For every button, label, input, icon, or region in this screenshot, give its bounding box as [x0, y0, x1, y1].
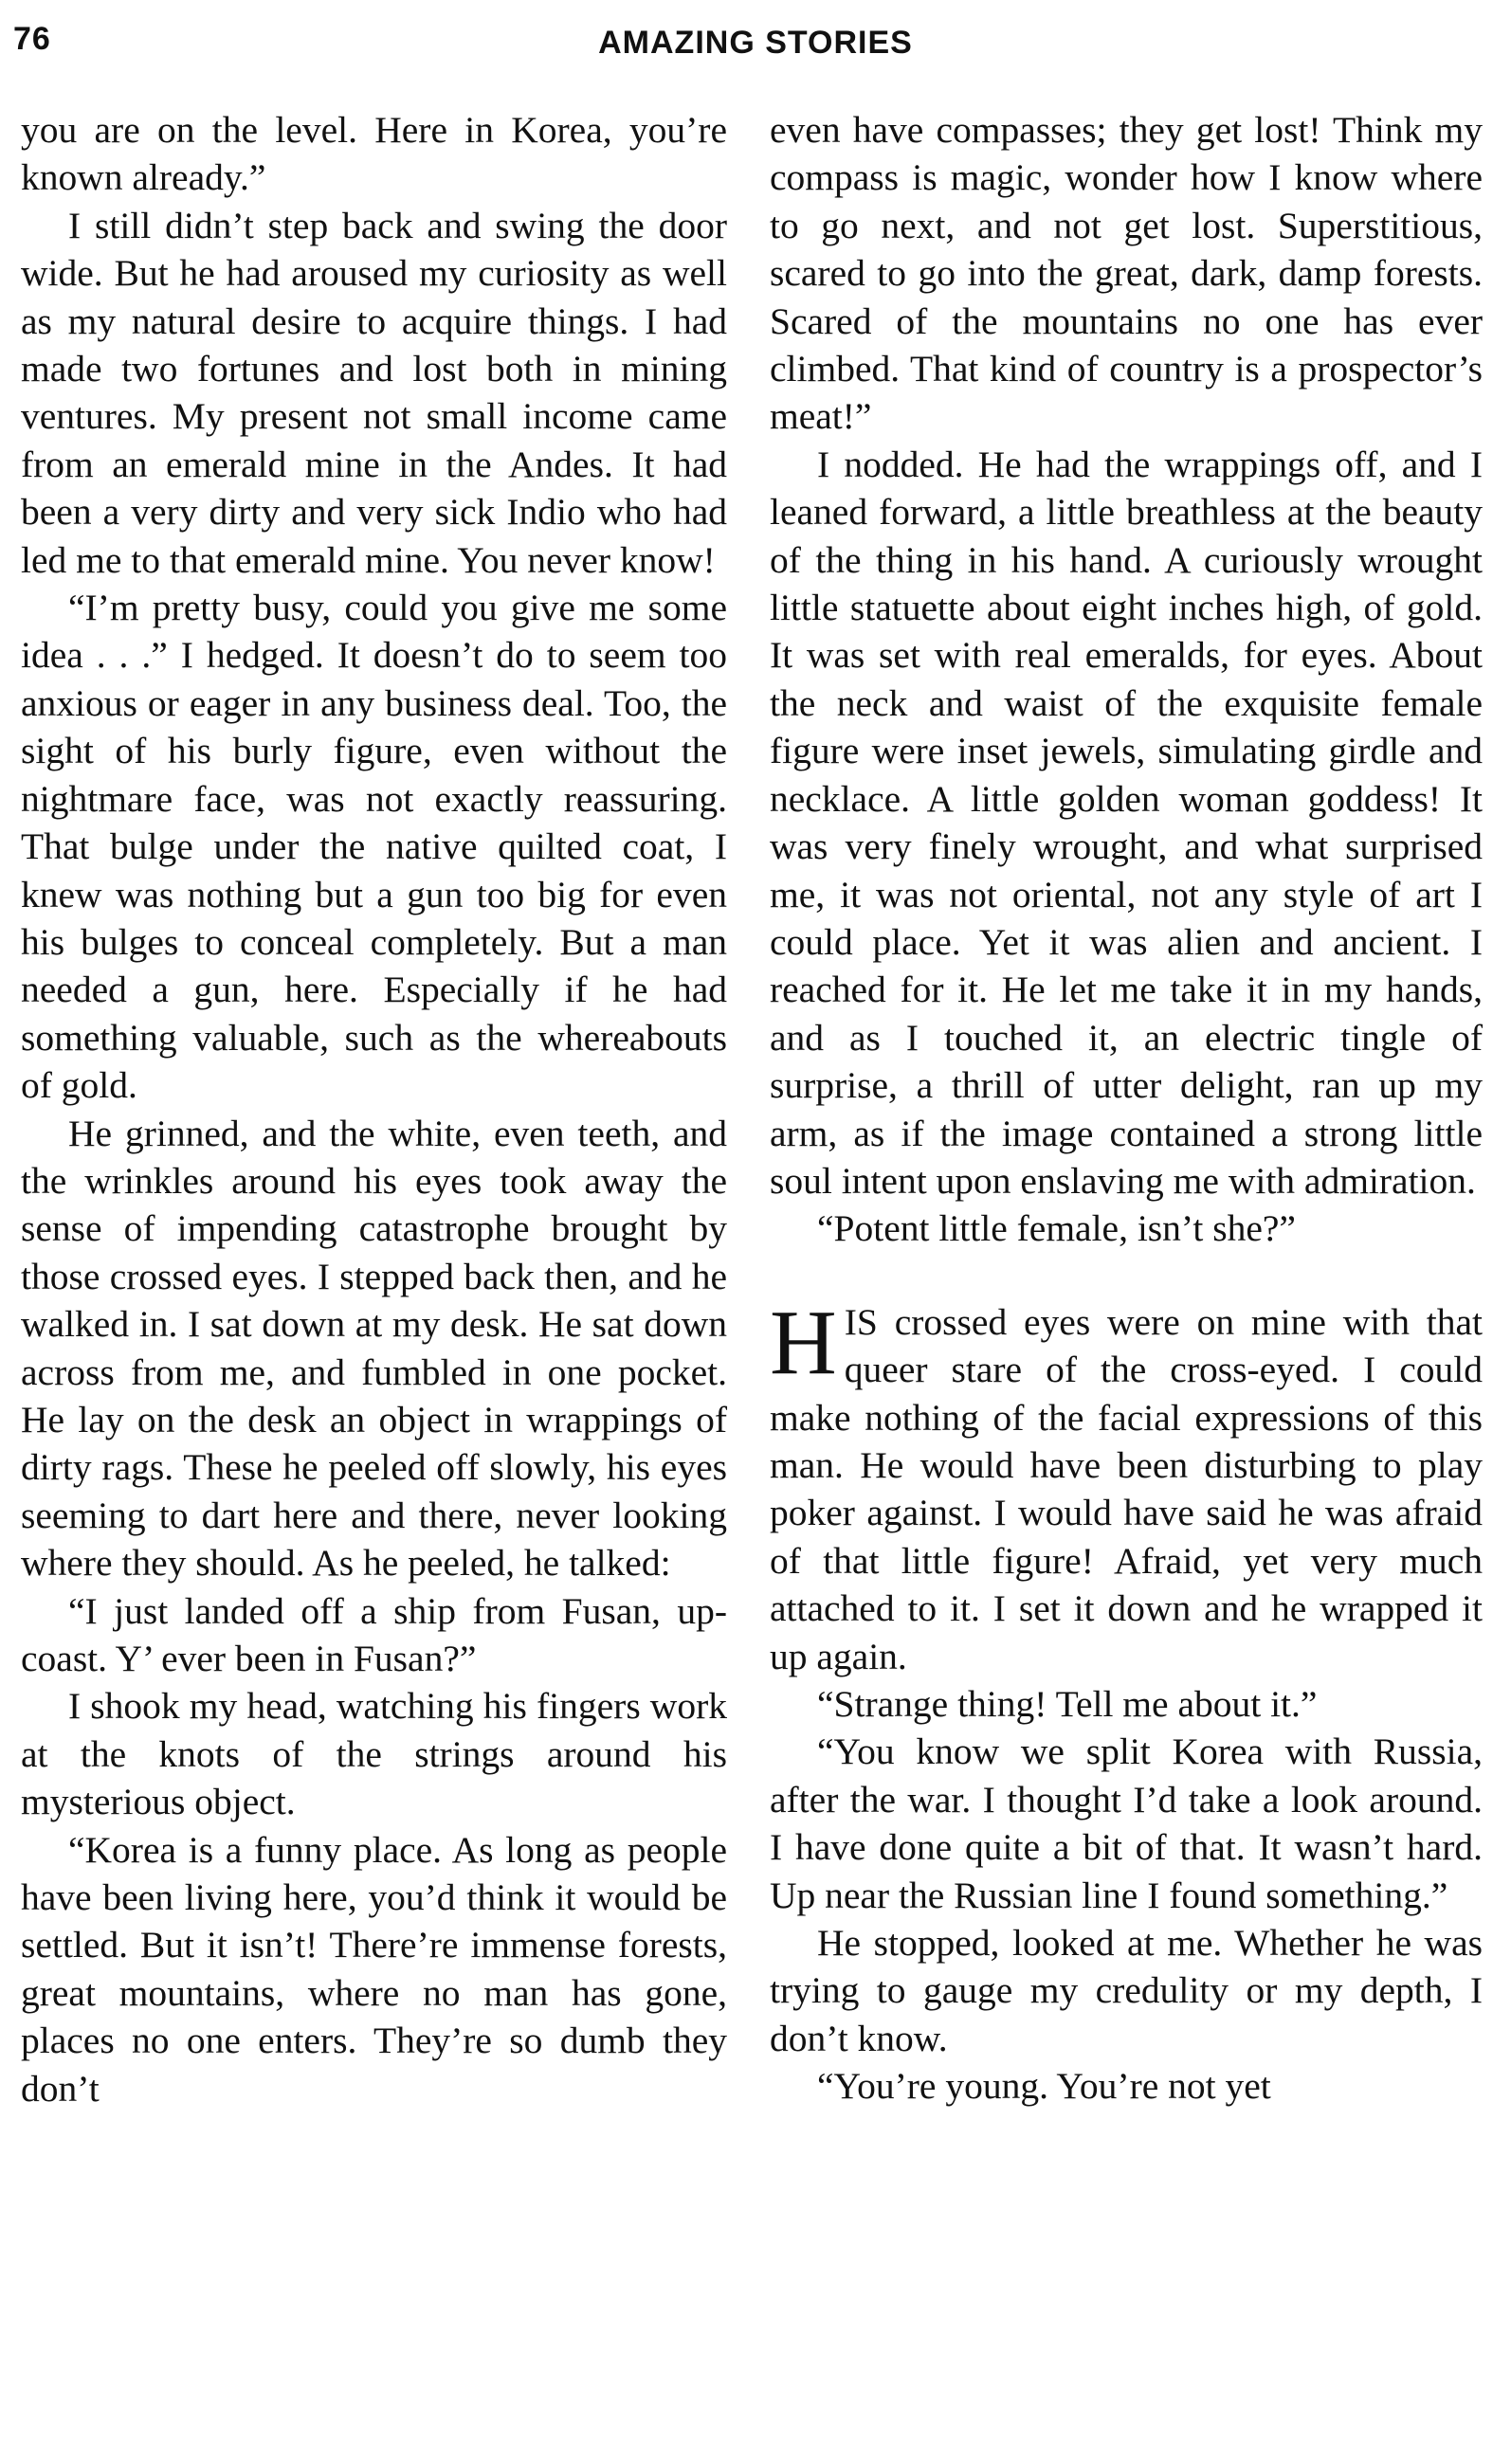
- drop-cap-paragraph: [770, 1291, 1483, 1680]
- section-break: [770, 1253, 1483, 1298]
- paragraph: “You’re young. You’re not yet: [817, 2065, 1271, 2108]
- right-column: [770, 106, 1483, 2111]
- paragraph: He stopped, looked at me. Whether he was trying to gauge my credulity or my depth, I don’t know.: [770, 1922, 1483, 2059]
- running-title: AMAZING STORIES: [598, 25, 913, 61]
- paragraph: “You know we split Korea with Russia, after the war. I thought I’d take a look around. I have done quite a bit of that. It wasn’t hard. Up near the Russian line I found something.”: [770, 1730, 1483, 1916]
- page-number: 76: [13, 21, 51, 57]
- paragraph: “I’m pretty busy, could you give me some idea . . .” I hedged. It doesn’t do to seem too anxious or eager in any business deal. Too, the sight of his burly figure, even without the nightmare face, was not exactly reassuring. That bulge under the native quilted coat, I knew was nothing but a gun too big for even his bulges to conceal completely. But a man needed a gun, here. Especially if he had something valuable, such as the whereabouts of gold.: [21, 587, 727, 1107]
- paragraph: even have compasses; they get lost! Think my compass is magic, wonder how I know where to go next, and not get lost. Superstitious, scared to go into the great, dark, damp forests. Scared of the mountains no one has ever climbed. That kind of country is a prospector’s meat!”: [770, 109, 1483, 438]
- paragraph: I nodded. He had the wrappings off, and I leaned forward, a little breathless at the beauty of the thing in his hand. A curiously wrought little statuette about eight inches high, of gold. It was set with real emeralds, for eyes. About the neck and waist of the exquisite female figure were inset jewels, simulating girdle and necklace. A little golden woman goddess! It was very finely wrought, and what surprised me, it was not oriental, not any style of art I could place. Yet it was alien and ancient. I reached for it. He let me take it in my hands, and as I touched it, an electric tingle of surprise, a thrill of utter delight, ran up my arm, as if the image contained a strong little soul intent upon enslaving me with admiration.: [770, 443, 1483, 1202]
- paragraph: “Strange thing! Tell me about it.”: [817, 1683, 1318, 1725]
- left-column: [21, 106, 727, 2112]
- paragraph: “I just landed off a ship from Fusan, up-coast. Y’ ever been in Fusan?”: [21, 1589, 727, 1679]
- paragraph: I shook my head, watching his fingers work at the knots of the strings around his mysterious object.: [21, 1685, 727, 1823]
- drop-cap-paragraph-text: IS crossed eyes were on mine with that queer stare of the cross-eyed. I could make nothing of the facial expressions of this man. He would have been disturbing to play poker against. I would have said he was afraid of that little figure! Afraid, yet very much attached to it. I set it down and he wrapped it up again.: [770, 1300, 1483, 1677]
- paragraph: you are on the level. Here in Korea, you’re known already.”: [21, 109, 727, 199]
- page-header: [0, 21, 1511, 78]
- drop-cap-letter: H: [770, 1291, 837, 1394]
- paragraph: I still didn’t step back and swing the door wide. But he had aroused my curiosity as well as my natural desire to acquire things. I had made two fortunes and lost both in mining ventures. My present not small income came from an emerald mine in the Andes. It had been a very dirty and very sick Indio who had led me to that emerald mine. You never know!: [21, 204, 727, 581]
- paragraph: He grinned, and the white, even teeth, and the wrinkles around his eyes took away the sense of impending catastrophe brought by those crossed eyes. I stepped back then, and he walked in. I sat down at my desk. He sat down across from me, and fumbled in one pocket. He lay on the desk an object in wrappings of dirty rags. These he peeled off slowly, his eyes seeming to dart here and there, never looking where they should. As he peeled, he talked:: [21, 1112, 727, 1585]
- paragraph: “Korea is a funny place. As long as people have been living here, you’d think it would be settled. But it isn’t! There’re immense forests, great mountains, where no man has gone, places no one enters. They’re so dumb they don’t: [21, 1828, 727, 2110]
- paragraph: “Potent little female, isn’t she?”: [817, 1207, 1296, 1250]
